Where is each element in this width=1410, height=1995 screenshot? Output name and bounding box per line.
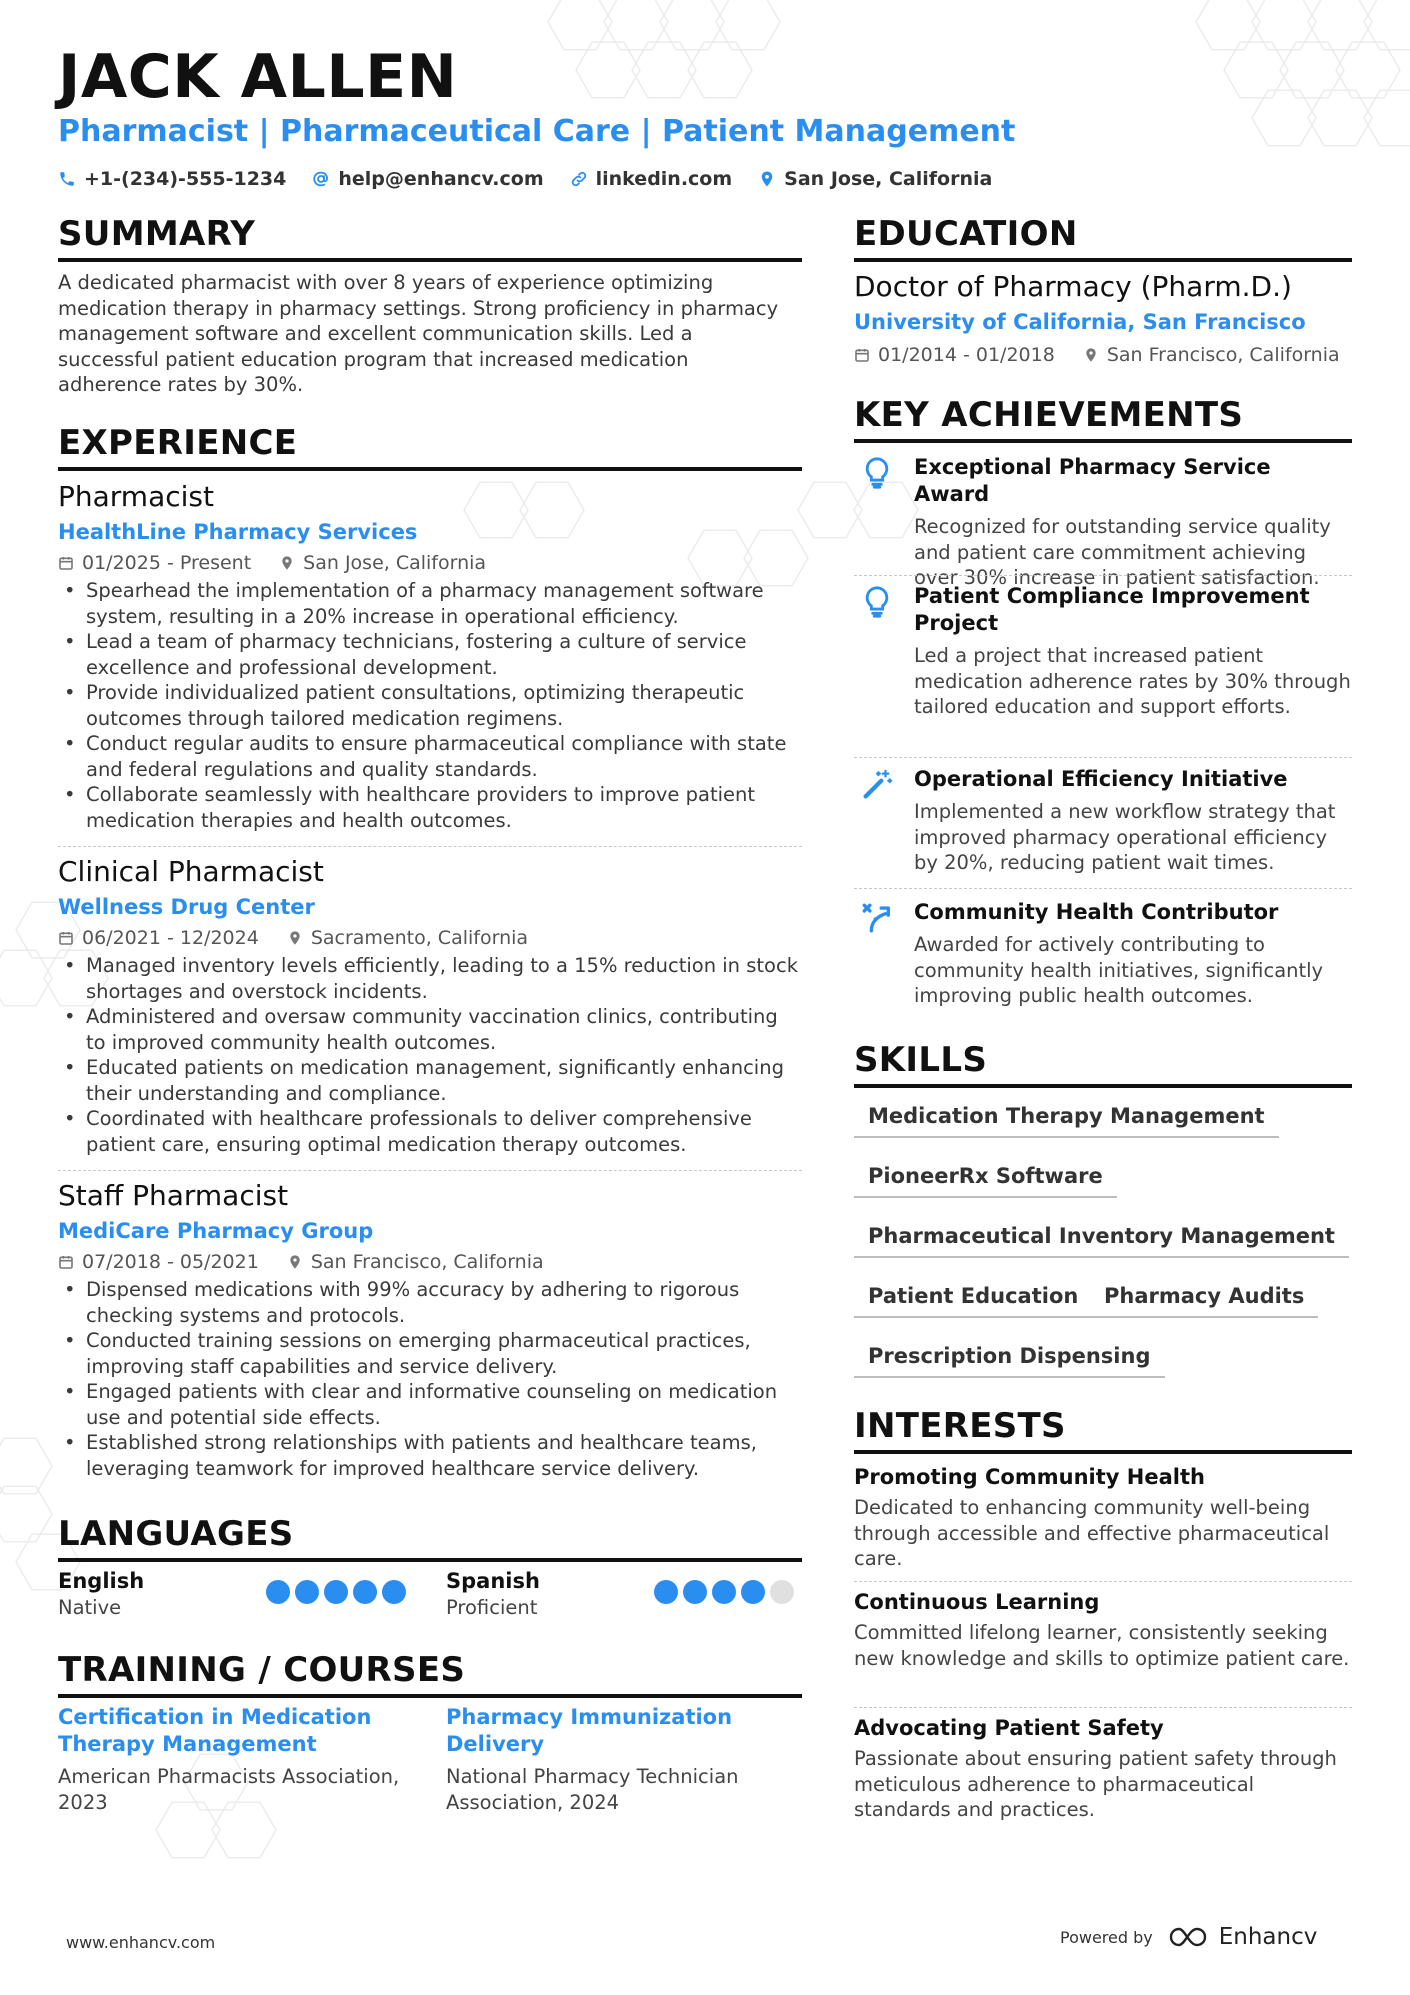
- bullet-item: • Conducted training sessions on emerging pharmaceutical practices, improving staff capabilities and service delivery.: [58, 1328, 802, 1379]
- bullet-item: • Lead a team of pharmacy technicians, fostering a culture of service excellence and professional development.: [58, 629, 802, 680]
- location-pin-icon: [279, 555, 295, 571]
- company-name[interactable]: MediCare Pharmacy Group: [58, 1219, 374, 1243]
- linkedin-text: linkedin.com: [595, 168, 733, 190]
- contact-email[interactable]: [312, 168, 543, 190]
- course-entry: [446, 1704, 816, 1816]
- job-entry: [58, 1177, 802, 1481]
- language-level: Proficient: [446, 1596, 538, 1619]
- interest-item: [854, 1589, 1352, 1671]
- achievement-description: Awarded for actively contributing to community health initiatives, significantly improving public health outcomes.: [914, 933, 1324, 1007]
- education-heading: EDUCATION: [854, 214, 1352, 262]
- language-spanish: [446, 1568, 816, 1621]
- bullet-item: • Administered and oversaw community vaccination clinics, contributing to improved community health outcomes.: [58, 1004, 802, 1055]
- achievement-title: Patient Compliance Improvement Project: [914, 584, 1310, 635]
- job-location: Sacramento, California: [287, 923, 528, 953]
- divider: [854, 888, 1352, 889]
- bullet-item: • Conduct regular audits to ensure pharmaceutical compliance with state and federal regulations and quality standards.: [58, 731, 802, 782]
- skill-tag: Pharmaceutical Inventory Management: [854, 1224, 1349, 1258]
- rating-dot-filled: [353, 1580, 377, 1604]
- education-dates: 01/2014 - 01/2018: [854, 344, 1055, 366]
- course-title[interactable]: Certification in Medication Therapy Management: [58, 1705, 372, 1756]
- skill-tag: PioneerRx Software: [854, 1164, 1117, 1198]
- lightbulb-icon: [860, 585, 894, 619]
- job-dates: 01/2025 - Present: [58, 548, 251, 578]
- divider: [58, 846, 802, 847]
- job-dates: 07/2018 - 05/2021: [58, 1247, 259, 1277]
- job-title: Pharmacist: [58, 480, 214, 513]
- bullet-item: • Spearhead the implementation of a pharmacy management software system, resulting in a 20% increase in operational efficiency.: [58, 578, 802, 629]
- job-location: San Francisco, California: [287, 1247, 544, 1277]
- achievement-item: [854, 454, 1352, 591]
- language-name: English: [58, 1569, 145, 1593]
- divider: [854, 1707, 1352, 1708]
- bullet-item: • Collaborate seamlessly with healthcare providers to improve patient medication therapies and health outcomes.: [58, 782, 802, 833]
- languages-heading: LANGUAGES: [58, 1514, 802, 1562]
- degree-title: Doctor of Pharmacy (Pharm.D.): [854, 270, 1292, 303]
- powered-by-label: Powered by: [1060, 1927, 1153, 1947]
- rating-dot-filled: [654, 1580, 678, 1604]
- education-meta: [854, 344, 1340, 366]
- language-rating: [266, 1580, 406, 1604]
- location-pin-icon: [287, 930, 303, 946]
- rating-dot-filled: [712, 1580, 736, 1604]
- summary-heading: SUMMARY: [58, 214, 802, 262]
- course-title[interactable]: Pharmacy Immunization Delivery: [446, 1705, 733, 1756]
- interest-title: Advocating Patient Safety: [854, 1716, 1164, 1740]
- course-entry: [58, 1704, 428, 1816]
- enhancv-logo[interactable]: [1167, 1924, 1318, 1950]
- job-bullets: [58, 1277, 802, 1481]
- bullet-item: • Dispensed medications with 99% accuracy by adhering to rigorous checking systems and protocols.: [58, 1277, 802, 1328]
- phone-text: +1-(234)-555-1234: [84, 168, 287, 190]
- job-meta: [58, 923, 802, 953]
- phone-icon: [58, 170, 76, 188]
- link-icon: [570, 170, 588, 188]
- job-entry: [58, 478, 802, 833]
- footer-branding: [1060, 1924, 1317, 1950]
- achievement-item: [854, 899, 1352, 1009]
- achievement-item: [854, 766, 1352, 876]
- course-organization: National Pharmacy Technician Association, 2024: [446, 1765, 739, 1814]
- skill-tag: Pharmacy Audits: [1090, 1284, 1318, 1318]
- candidate-name: JACK ALLEN: [58, 42, 458, 112]
- location-pin-icon: [758, 170, 776, 188]
- job-bullets: [58, 578, 802, 833]
- contact-linkedin[interactable]: [570, 168, 733, 190]
- location-pin-icon: [287, 1254, 303, 1270]
- bullet-item: • Coordinated with healthcare professionals to deliver comprehensive patient care, ensuring optimal medication therapy outcomes.: [58, 1106, 802, 1157]
- contact-location: [758, 168, 992, 190]
- job-title: Staff Pharmacist: [58, 1179, 289, 1212]
- calendar-icon: [58, 555, 74, 571]
- training-heading: TRAINING / COURSES: [58, 1650, 802, 1698]
- language-english: [58, 1568, 428, 1621]
- divider: [854, 575, 1352, 576]
- achievement-description: Recognized for outstanding service quality and patient care commitment achieving over 30% increase in patient satisfaction.: [914, 515, 1331, 589]
- interest-item: [854, 1715, 1352, 1823]
- achievement-title: Community Health Contributor: [914, 900, 1279, 924]
- interest-description: Passionate about ensuring patient safety through meticulous adherence to pharmaceutical standards and practices.: [854, 1747, 1337, 1821]
- bullet-item: • Established strong relationships with patients and healthcare teams, leveraging teamwork for improved healthcare service delivery.: [58, 1430, 802, 1481]
- rating-dot-empty: [770, 1580, 794, 1604]
- school-name[interactable]: University of California, San Francisco: [854, 310, 1306, 334]
- interest-description: Dedicated to enhancing community well-being through accessible and effective pharmaceutical care.: [854, 1496, 1330, 1570]
- job-dates: 06/2021 - 12/2024: [58, 923, 259, 953]
- bullet-item: • Provide individualized patient consultations, optimizing therapeutic outcomes through tailored medication regimens.: [58, 680, 802, 731]
- achievement-description: Implemented a new workflow strategy that improved pharmacy operational efficiency by 20%, reducing patient wait times.: [914, 800, 1336, 874]
- strategy-icon: [860, 901, 894, 935]
- company-name[interactable]: HealthLine Pharmacy Services: [58, 520, 418, 544]
- rating-dot-filled: [382, 1580, 406, 1604]
- location-text: San Jose, California: [784, 168, 993, 190]
- divider: [854, 1581, 1352, 1582]
- divider: [854, 757, 1352, 758]
- at-sign-icon: [312, 170, 330, 188]
- interests-heading: INTERESTS: [854, 1406, 1352, 1454]
- calendar-icon: [58, 1254, 74, 1270]
- divider: [58, 1170, 802, 1171]
- bullet-item: • Educated patients on medication management, significantly enhancing their understanding and compliance.: [58, 1055, 802, 1106]
- interest-title: Continuous Learning: [854, 1590, 1100, 1614]
- job-location: San Jose, California: [279, 548, 486, 578]
- language-level: Native: [58, 1596, 122, 1619]
- achievement-item: [854, 583, 1352, 720]
- achievement-title: Exceptional Pharmacy Service Award: [914, 455, 1271, 506]
- skills-heading: SKILLS: [854, 1040, 1352, 1088]
- company-name[interactable]: Wellness Drug Center: [58, 895, 315, 919]
- job-meta: [58, 548, 802, 578]
- interest-item: [854, 1464, 1352, 1572]
- rating-dot-filled: [295, 1580, 319, 1604]
- rating-dot-filled: [324, 1580, 348, 1604]
- rating-dot-filled: [683, 1580, 707, 1604]
- lightbulb-icon: [860, 456, 894, 490]
- bullet-item: • Managed inventory levels efficiently, leading to a 15% reduction in stock shortages and overstock incidents.: [58, 953, 802, 1004]
- interest-title: Promoting Community Health: [854, 1465, 1205, 1489]
- footer-website[interactable]: www.enhancv.com: [66, 1933, 216, 1952]
- rating-dot-filled: [741, 1580, 765, 1604]
- location-pin-icon: [1083, 347, 1099, 363]
- achievement-description: Led a project that increased patient medication adherence rates by 30% through tailored education and support efforts.: [914, 644, 1351, 718]
- job-meta: [58, 1247, 802, 1277]
- candidate-headline: Pharmacist | Pharmaceutical Care | Patient Management: [58, 114, 1016, 149]
- course-organization: American Pharmacists Association, 2023: [58, 1765, 400, 1814]
- summary-text: A dedicated pharmacist with over 8 years of experience optimizing medication therapy in pharmacy settings. Strong proficiency in pharmacy management software and excellent communication skills. Led a successful patient education program that increased medication adherence rates by 30%.: [58, 271, 779, 396]
- skill-tag: Medication Therapy Management: [854, 1104, 1279, 1138]
- achievements-heading: KEY ACHIEVEMENTS: [854, 395, 1352, 443]
- language-rating: [654, 1580, 794, 1604]
- rating-dot-filled: [266, 1580, 290, 1604]
- calendar-icon: [58, 930, 74, 946]
- education-location: San Francisco, California: [1083, 344, 1340, 366]
- email-text: help@enhancv.com: [338, 168, 544, 190]
- skill-tag: Patient Education: [854, 1284, 1092, 1318]
- brand-name: Enhancv: [1218, 1924, 1318, 1950]
- enhancv-logo-icon: [1167, 1925, 1211, 1949]
- interest-description: Committed lifelong learner, consistently seeking new knowledge and skills to optimize patient care.: [854, 1621, 1350, 1670]
- contact-bar: [58, 168, 992, 190]
- skill-tag: Prescription Dispensing: [854, 1344, 1165, 1378]
- job-title: Clinical Pharmacist: [58, 855, 324, 888]
- job-entry: [58, 853, 802, 1157]
- job-bullets: [58, 953, 802, 1157]
- experience-heading: EXPERIENCE: [58, 423, 802, 471]
- calendar-icon: [854, 347, 870, 363]
- achievement-title: Operational Efficiency Initiative: [914, 767, 1288, 791]
- language-name: Spanish: [446, 1569, 540, 1593]
- magic-wand-icon: [860, 768, 894, 802]
- bullet-item: • Engaged patients with clear and informative counseling on medication use and potential side effects.: [58, 1379, 802, 1430]
- contact-phone[interactable]: [58, 168, 286, 190]
